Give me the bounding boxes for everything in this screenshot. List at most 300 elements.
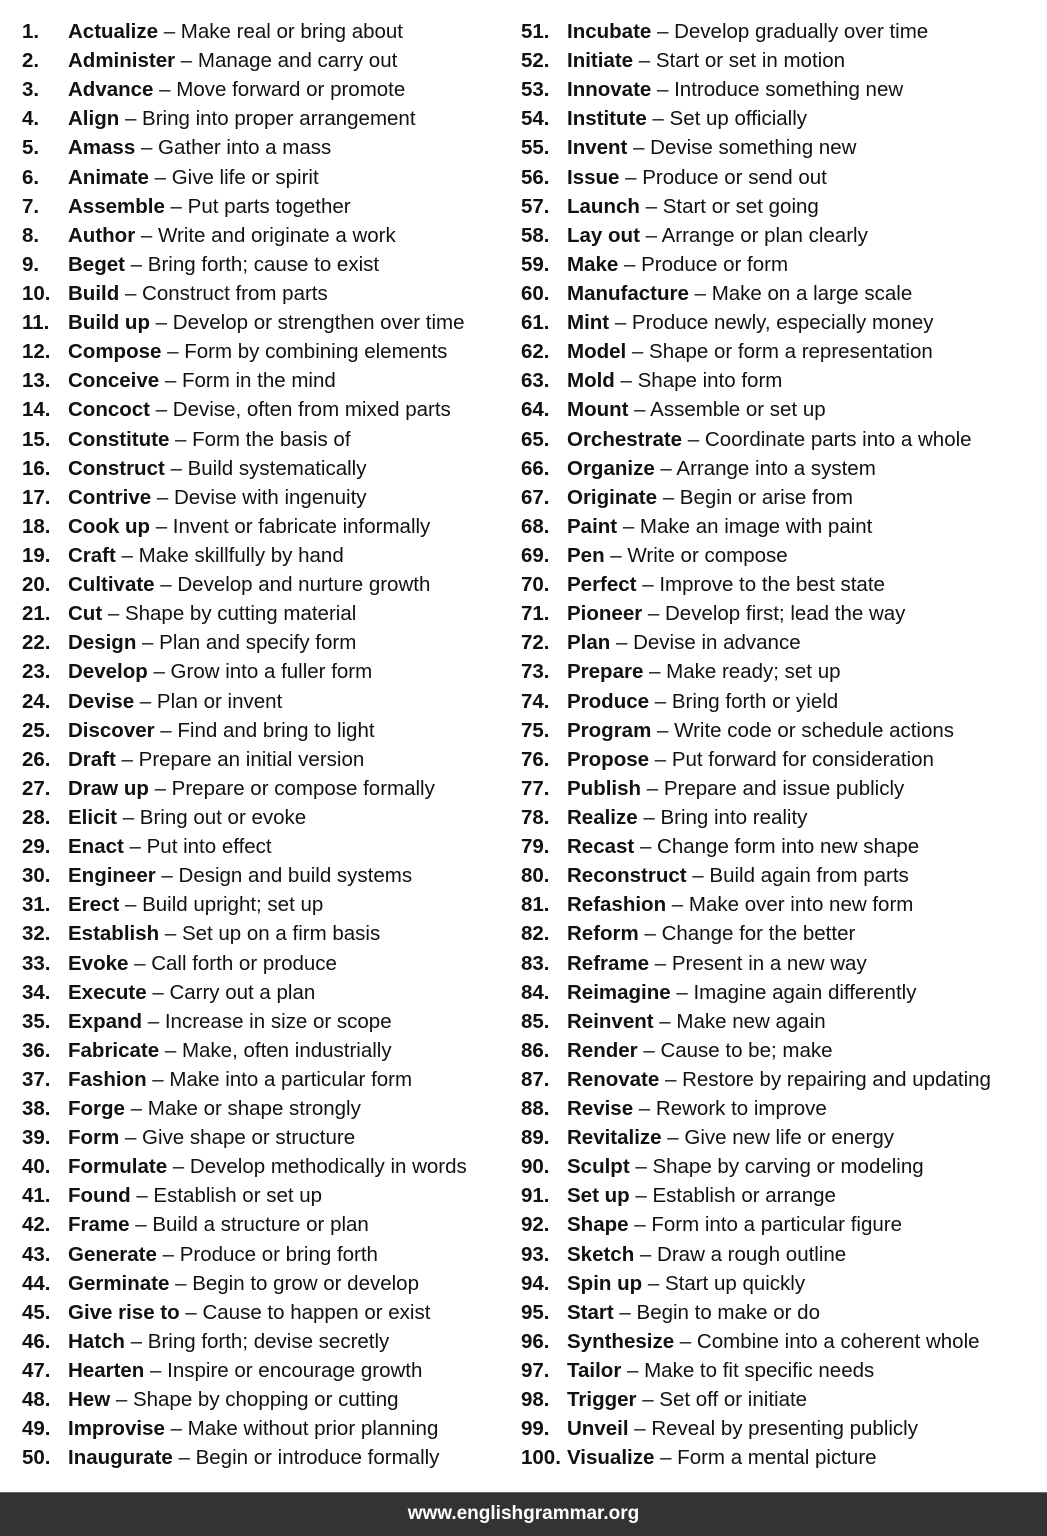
item-number: 97.	[521, 1359, 550, 1383]
list-item	[22, 395, 512, 424]
item-definition: Plan or invent	[156, 689, 283, 713]
item-term: Revise	[567, 1097, 634, 1121]
list-item	[22, 687, 512, 716]
item-number: 33.	[22, 951, 51, 975]
item-term: Fashion	[68, 1067, 147, 1091]
list-item	[22, 483, 512, 512]
item-term: Elicit	[68, 805, 117, 829]
item-definition: Develop methodically in words	[189, 1155, 467, 1179]
item-number: 8.	[22, 223, 40, 247]
item-separator: –	[661, 1126, 685, 1150]
item-definition: Change for the better	[661, 922, 856, 946]
item-term: Advance	[68, 78, 154, 102]
list-item	[22, 1414, 512, 1443]
item-separator: –	[159, 369, 182, 393]
list-item	[521, 978, 1041, 1007]
item-separator: –	[124, 252, 148, 276]
item-term: Pen	[567, 543, 605, 567]
list-item	[22, 1181, 512, 1210]
list-item	[521, 308, 1041, 337]
item-number: 90.	[521, 1155, 550, 1179]
list-item	[521, 774, 1041, 803]
item-definition: Make into a particular form	[169, 1067, 413, 1091]
item-term: Fabricate	[68, 1038, 160, 1062]
item-separator: –	[158, 20, 181, 43]
item-number: 6.	[22, 165, 40, 189]
list-item	[22, 628, 512, 657]
item-number: 92.	[521, 1213, 550, 1237]
item-separator: –	[642, 1271, 665, 1295]
list-item	[521, 1414, 1041, 1443]
item-definition: Make ready; set up	[666, 660, 841, 684]
item-number: 1.	[22, 20, 40, 43]
item-term: Contrive	[68, 485, 152, 509]
item-number: 100.	[521, 1446, 561, 1470]
item-separator: –	[670, 980, 694, 1004]
item-separator: –	[164, 1417, 188, 1441]
list-item	[521, 250, 1041, 279]
item-number: 74.	[521, 689, 550, 713]
item-term: Mint	[567, 311, 610, 335]
item-number: 71.	[521, 602, 550, 626]
list-item	[521, 919, 1041, 948]
item-number: 67.	[521, 485, 550, 509]
item-number: 9.	[22, 252, 40, 276]
item-term: Hatch	[68, 1329, 125, 1353]
item-definition: Bring into reality	[660, 805, 808, 829]
item-number: 31.	[22, 893, 51, 917]
item-separator: –	[172, 1446, 196, 1470]
item-term: Organize	[567, 456, 655, 480]
item-term: Make	[567, 252, 619, 276]
list-item	[22, 133, 512, 162]
item-term: Sketch	[567, 1242, 635, 1266]
item-definition: Increase in size or scope	[164, 1009, 392, 1033]
item-term: Formulate	[68, 1155, 168, 1179]
footer-website: www.englishgrammar.org	[0, 1492, 1047, 1536]
item-number: 23.	[22, 660, 51, 684]
item-definition: Set up on a firm basis	[181, 922, 381, 946]
item-term: Reinvent	[567, 1009, 654, 1033]
list-item	[521, 483, 1041, 512]
item-number: 40.	[22, 1155, 51, 1179]
item-term: Conceive	[68, 369, 160, 393]
item-number: 99.	[521, 1417, 550, 1441]
item-number: 53.	[521, 78, 550, 102]
item-separator: –	[124, 1329, 148, 1353]
item-separator: –	[136, 631, 160, 655]
item-separator: –	[637, 805, 661, 829]
item-separator: –	[633, 1097, 656, 1121]
list-item	[521, 890, 1041, 919]
item-definition: Set up officially	[669, 107, 808, 131]
item-number: 32.	[22, 922, 51, 946]
item-term: Amass	[68, 136, 136, 160]
item-term: Model	[567, 340, 627, 364]
item-term: Paint	[567, 514, 618, 538]
item-number: 37.	[22, 1067, 51, 1091]
item-definition: Bring forth or yield	[671, 689, 839, 713]
item-term: Develop	[68, 660, 148, 684]
item-separator: –	[159, 922, 182, 946]
item-term: Frame	[68, 1213, 130, 1237]
item-definition: Develop and nurture growth	[177, 573, 431, 597]
item-number: 45.	[22, 1300, 51, 1324]
item-definition: Bring forth; devise secretly	[147, 1329, 390, 1353]
item-number: 89.	[521, 1126, 550, 1150]
item-separator: –	[628, 398, 651, 422]
item-definition: Invent or fabricate informally	[172, 514, 431, 538]
item-term: Start	[567, 1300, 614, 1324]
item-number: 91.	[521, 1184, 550, 1208]
item-number: 47.	[22, 1359, 51, 1383]
item-separator: –	[618, 252, 642, 276]
list-item	[521, 1036, 1041, 1065]
item-separator: –	[657, 485, 680, 509]
item-number: 42.	[22, 1213, 51, 1237]
item-separator: –	[636, 1388, 660, 1412]
item-definition: Cause to be; make	[660, 1038, 833, 1062]
item-separator: –	[146, 1067, 170, 1091]
list-item	[521, 1240, 1041, 1269]
list-item	[521, 832, 1041, 861]
list-item	[22, 75, 512, 104]
item-separator: –	[135, 136, 159, 160]
item-definition: Make an image with paint	[639, 514, 873, 538]
list-item	[22, 1065, 512, 1094]
item-separator: –	[654, 1446, 678, 1470]
item-definition: Give life or spirit	[171, 165, 319, 189]
item-number: 76.	[521, 747, 550, 771]
list-item	[22, 1123, 512, 1152]
item-term: Discover	[68, 718, 155, 742]
item-number: 27.	[22, 776, 51, 800]
item-definition: Produce newly, especially money	[631, 311, 934, 335]
list-item	[22, 1385, 512, 1414]
list-item	[22, 832, 512, 861]
item-term: Beget	[68, 252, 125, 276]
list-item	[22, 716, 512, 745]
list-item	[22, 512, 512, 541]
item-number: 2.	[22, 49, 40, 73]
list-item	[521, 512, 1041, 541]
item-number: 55.	[521, 136, 550, 160]
list-item	[521, 454, 1041, 483]
item-definition: Combine into a coherent whole	[696, 1329, 980, 1353]
list-item	[521, 1065, 1041, 1094]
item-definition: Give shape or structure	[142, 1126, 356, 1150]
item-number: 34.	[22, 980, 51, 1004]
list-item	[22, 192, 512, 221]
item-definition: Arrange into a system	[676, 456, 876, 480]
item-definition: Restore by repairing and updating	[682, 1067, 991, 1091]
item-number: 16.	[22, 456, 51, 480]
item-definition: Shape by carving or modeling	[652, 1155, 924, 1179]
item-number: 86.	[521, 1038, 550, 1062]
list-item	[521, 599, 1041, 628]
item-separator: –	[179, 1300, 203, 1324]
item-definition: Bring forth; cause to exist	[147, 252, 380, 276]
item-number: 7.	[22, 194, 40, 218]
item-term: Mold	[567, 369, 615, 393]
list-item	[22, 1152, 512, 1181]
list-item	[521, 75, 1041, 104]
item-definition: Manage and carry out	[197, 49, 398, 73]
list-item	[22, 104, 512, 133]
item-separator: –	[110, 1388, 133, 1412]
list-item	[22, 919, 512, 948]
item-term: Reimagine	[567, 980, 671, 1004]
item-term: Innovate	[567, 78, 652, 102]
list-item	[22, 366, 512, 395]
list-item	[22, 46, 512, 75]
item-term: Render	[567, 1038, 638, 1062]
item-separator: –	[654, 456, 677, 480]
list-item	[521, 104, 1041, 133]
item-number: 21.	[22, 602, 51, 626]
item-term: Revitalize	[567, 1126, 662, 1150]
item-definition: Change form into new shape	[657, 835, 920, 859]
list-item	[521, 1007, 1041, 1036]
item-number: 29.	[22, 835, 51, 859]
item-separator: –	[627, 136, 651, 160]
list-item	[22, 599, 512, 628]
item-number: 63.	[521, 369, 550, 393]
item-definition: Form the basis of	[192, 427, 351, 451]
list-item	[521, 221, 1041, 250]
item-term: Initiate	[567, 49, 634, 73]
item-term: Invent	[567, 136, 628, 160]
item-separator: –	[153, 78, 177, 102]
item-separator: –	[129, 1213, 153, 1237]
list-item	[521, 1123, 1041, 1152]
item-number: 62.	[521, 340, 550, 364]
list-item	[521, 570, 1041, 599]
item-term: Recast	[567, 835, 635, 859]
item-term: Propose	[567, 747, 650, 771]
item-term: Give rise to	[68, 1300, 180, 1324]
item-number: 80.	[521, 864, 550, 888]
item-term: Animate	[68, 165, 149, 189]
item-number: 49.	[22, 1417, 51, 1441]
list-item	[22, 1269, 512, 1298]
item-separator: –	[102, 602, 125, 626]
item-separator: –	[161, 340, 185, 364]
item-definition: Design and build systems	[178, 864, 413, 888]
item-separator: –	[115, 747, 139, 771]
item-number: 88.	[521, 1097, 550, 1121]
item-definition: Form into a particular figure	[651, 1213, 902, 1237]
item-number: 59.	[521, 252, 550, 276]
list-item	[521, 1298, 1041, 1327]
item-definition: Develop gradually over time	[674, 20, 929, 43]
item-separator: –	[154, 573, 178, 597]
item-separator: –	[651, 718, 675, 742]
item-definition: Produce or bring forth	[179, 1242, 378, 1266]
list-item	[22, 308, 512, 337]
item-definition: Arrange or plan clearly	[661, 223, 868, 247]
item-number: 44.	[22, 1271, 51, 1295]
item-term: Reframe	[567, 951, 650, 975]
list-item	[521, 163, 1041, 192]
item-term: Unveil	[567, 1417, 629, 1441]
item-term: Devise	[68, 689, 135, 713]
list-item	[22, 1007, 512, 1036]
item-separator: –	[610, 631, 634, 655]
item-term: Tailor	[567, 1359, 622, 1383]
list-item	[521, 1443, 1041, 1472]
item-definition: Begin or introduce formally	[195, 1446, 440, 1470]
item-separator: –	[148, 165, 172, 189]
item-definition: Build upright; set up	[142, 893, 324, 917]
item-definition: Make, often industrially	[181, 1038, 392, 1062]
item-definition: Put into effect	[146, 835, 272, 859]
item-number: 95.	[521, 1300, 550, 1324]
item-number: 69.	[521, 543, 550, 567]
item-number: 83.	[521, 951, 550, 975]
item-separator: –	[167, 1155, 190, 1179]
item-term: Publish	[567, 776, 642, 800]
item-term: Form	[68, 1126, 120, 1150]
item-separator: –	[617, 514, 640, 538]
item-term: Evoke	[68, 951, 129, 975]
list-item	[22, 221, 512, 250]
item-separator: –	[119, 1126, 143, 1150]
item-separator: –	[123, 835, 147, 859]
item-term: Launch	[567, 194, 640, 218]
item-term: Incubate	[567, 20, 652, 43]
item-definition: Bring into proper arrangement	[142, 107, 416, 131]
list-item	[521, 1181, 1041, 1210]
item-separator: –	[649, 747, 672, 771]
item-term: Realize	[567, 805, 638, 829]
item-separator: –	[628, 1213, 652, 1237]
item-number: 25.	[22, 718, 51, 742]
item-definition: Bring out or evoke	[139, 805, 307, 829]
item-definition: Develop first; lead the way	[665, 602, 906, 626]
item-definition: Start or set going	[662, 194, 819, 218]
item-separator: –	[649, 951, 672, 975]
item-term: Generate	[68, 1242, 157, 1266]
item-separator: –	[613, 1300, 637, 1324]
item-definition: Form in the mind	[181, 369, 336, 393]
item-separator: –	[151, 485, 174, 509]
item-term: Enact	[68, 835, 124, 859]
list-item	[521, 1094, 1041, 1123]
item-separator: –	[175, 49, 198, 73]
item-separator: –	[115, 543, 139, 567]
item-term: Build up	[68, 311, 150, 335]
item-separator: –	[148, 776, 172, 800]
item-number: 64.	[521, 398, 550, 422]
item-term: Visualize	[567, 1446, 655, 1470]
item-definition: Form a mental picture	[677, 1446, 877, 1470]
item-term: Spin up	[567, 1271, 643, 1295]
item-definition: Cause to happen or exist	[202, 1300, 431, 1324]
item-definition: Assemble or set up	[650, 398, 826, 422]
item-number: 24.	[22, 689, 51, 713]
item-number: 94.	[521, 1271, 550, 1295]
item-definition: Prepare and issue publicly	[663, 776, 905, 800]
item-term: Improvise	[68, 1417, 165, 1441]
item-definition: Begin to grow or develop	[192, 1271, 419, 1295]
item-separator: –	[659, 1067, 683, 1091]
item-definition: Shape by chopping or cutting	[132, 1388, 399, 1412]
list-item	[22, 978, 512, 1007]
list-item	[22, 279, 512, 308]
item-number: 22.	[22, 631, 51, 655]
item-separator: –	[649, 689, 672, 713]
item-term: Cultivate	[68, 573, 155, 597]
item-separator: –	[621, 1359, 645, 1383]
item-number: 26.	[22, 747, 51, 771]
item-term: Construct	[68, 456, 165, 480]
item-definition: Devise something new	[650, 136, 857, 160]
item-definition: Gather into a mass	[158, 136, 332, 160]
item-definition: Put forward for consideration	[671, 747, 934, 771]
item-definition: Start up quickly	[664, 1271, 806, 1295]
item-definition: Carry out a plan	[169, 980, 316, 1004]
item-term: Hew	[68, 1388, 111, 1412]
list-item	[22, 1210, 512, 1239]
list-item	[22, 861, 512, 890]
item-separator: –	[653, 1009, 677, 1033]
item-term: Author	[68, 223, 136, 247]
item-definition: Write and originate a work	[157, 223, 396, 247]
item-term: Trigger	[567, 1388, 637, 1412]
item-separator: –	[150, 398, 173, 422]
list-item	[22, 163, 512, 192]
list-item	[521, 1152, 1041, 1181]
item-definition: Coordinate parts into a whole	[704, 427, 972, 451]
list-item	[521, 192, 1041, 221]
item-separator: –	[117, 805, 140, 829]
item-definition: Produce or form	[641, 252, 789, 276]
item-definition: Prepare an initial version	[138, 747, 365, 771]
item-number: 75.	[521, 718, 550, 742]
item-term: Design	[68, 631, 137, 655]
list-item	[22, 1443, 512, 1472]
item-term: Institute	[567, 107, 647, 131]
word-list-right-column	[521, 17, 1041, 1472]
item-number: 46.	[22, 1329, 51, 1353]
item-term: Forge	[68, 1097, 125, 1121]
item-term: Issue	[567, 165, 620, 189]
item-number: 79.	[521, 835, 550, 859]
item-definition: Begin to make or do	[636, 1300, 820, 1324]
item-separator: –	[609, 311, 632, 335]
item-term: Administer	[68, 49, 176, 73]
item-term: Plan	[567, 631, 611, 655]
list-item	[22, 250, 512, 279]
item-definition: Form by combining elements	[184, 340, 448, 364]
item-separator: –	[636, 573, 660, 597]
item-term: Pioneer	[567, 602, 643, 626]
list-item	[521, 949, 1041, 978]
item-separator: –	[651, 78, 675, 102]
list-item	[521, 1210, 1041, 1239]
list-item	[521, 279, 1041, 308]
item-separator: –	[149, 311, 173, 335]
item-number: 15.	[22, 427, 51, 451]
list-item	[521, 1356, 1041, 1385]
item-separator: –	[634, 1242, 658, 1266]
item-definition: Draw a rough outline	[657, 1242, 847, 1266]
item-number: 96.	[521, 1329, 550, 1353]
item-separator: –	[169, 427, 193, 451]
list-item	[22, 803, 512, 832]
item-definition: Find and bring to light	[177, 718, 375, 742]
